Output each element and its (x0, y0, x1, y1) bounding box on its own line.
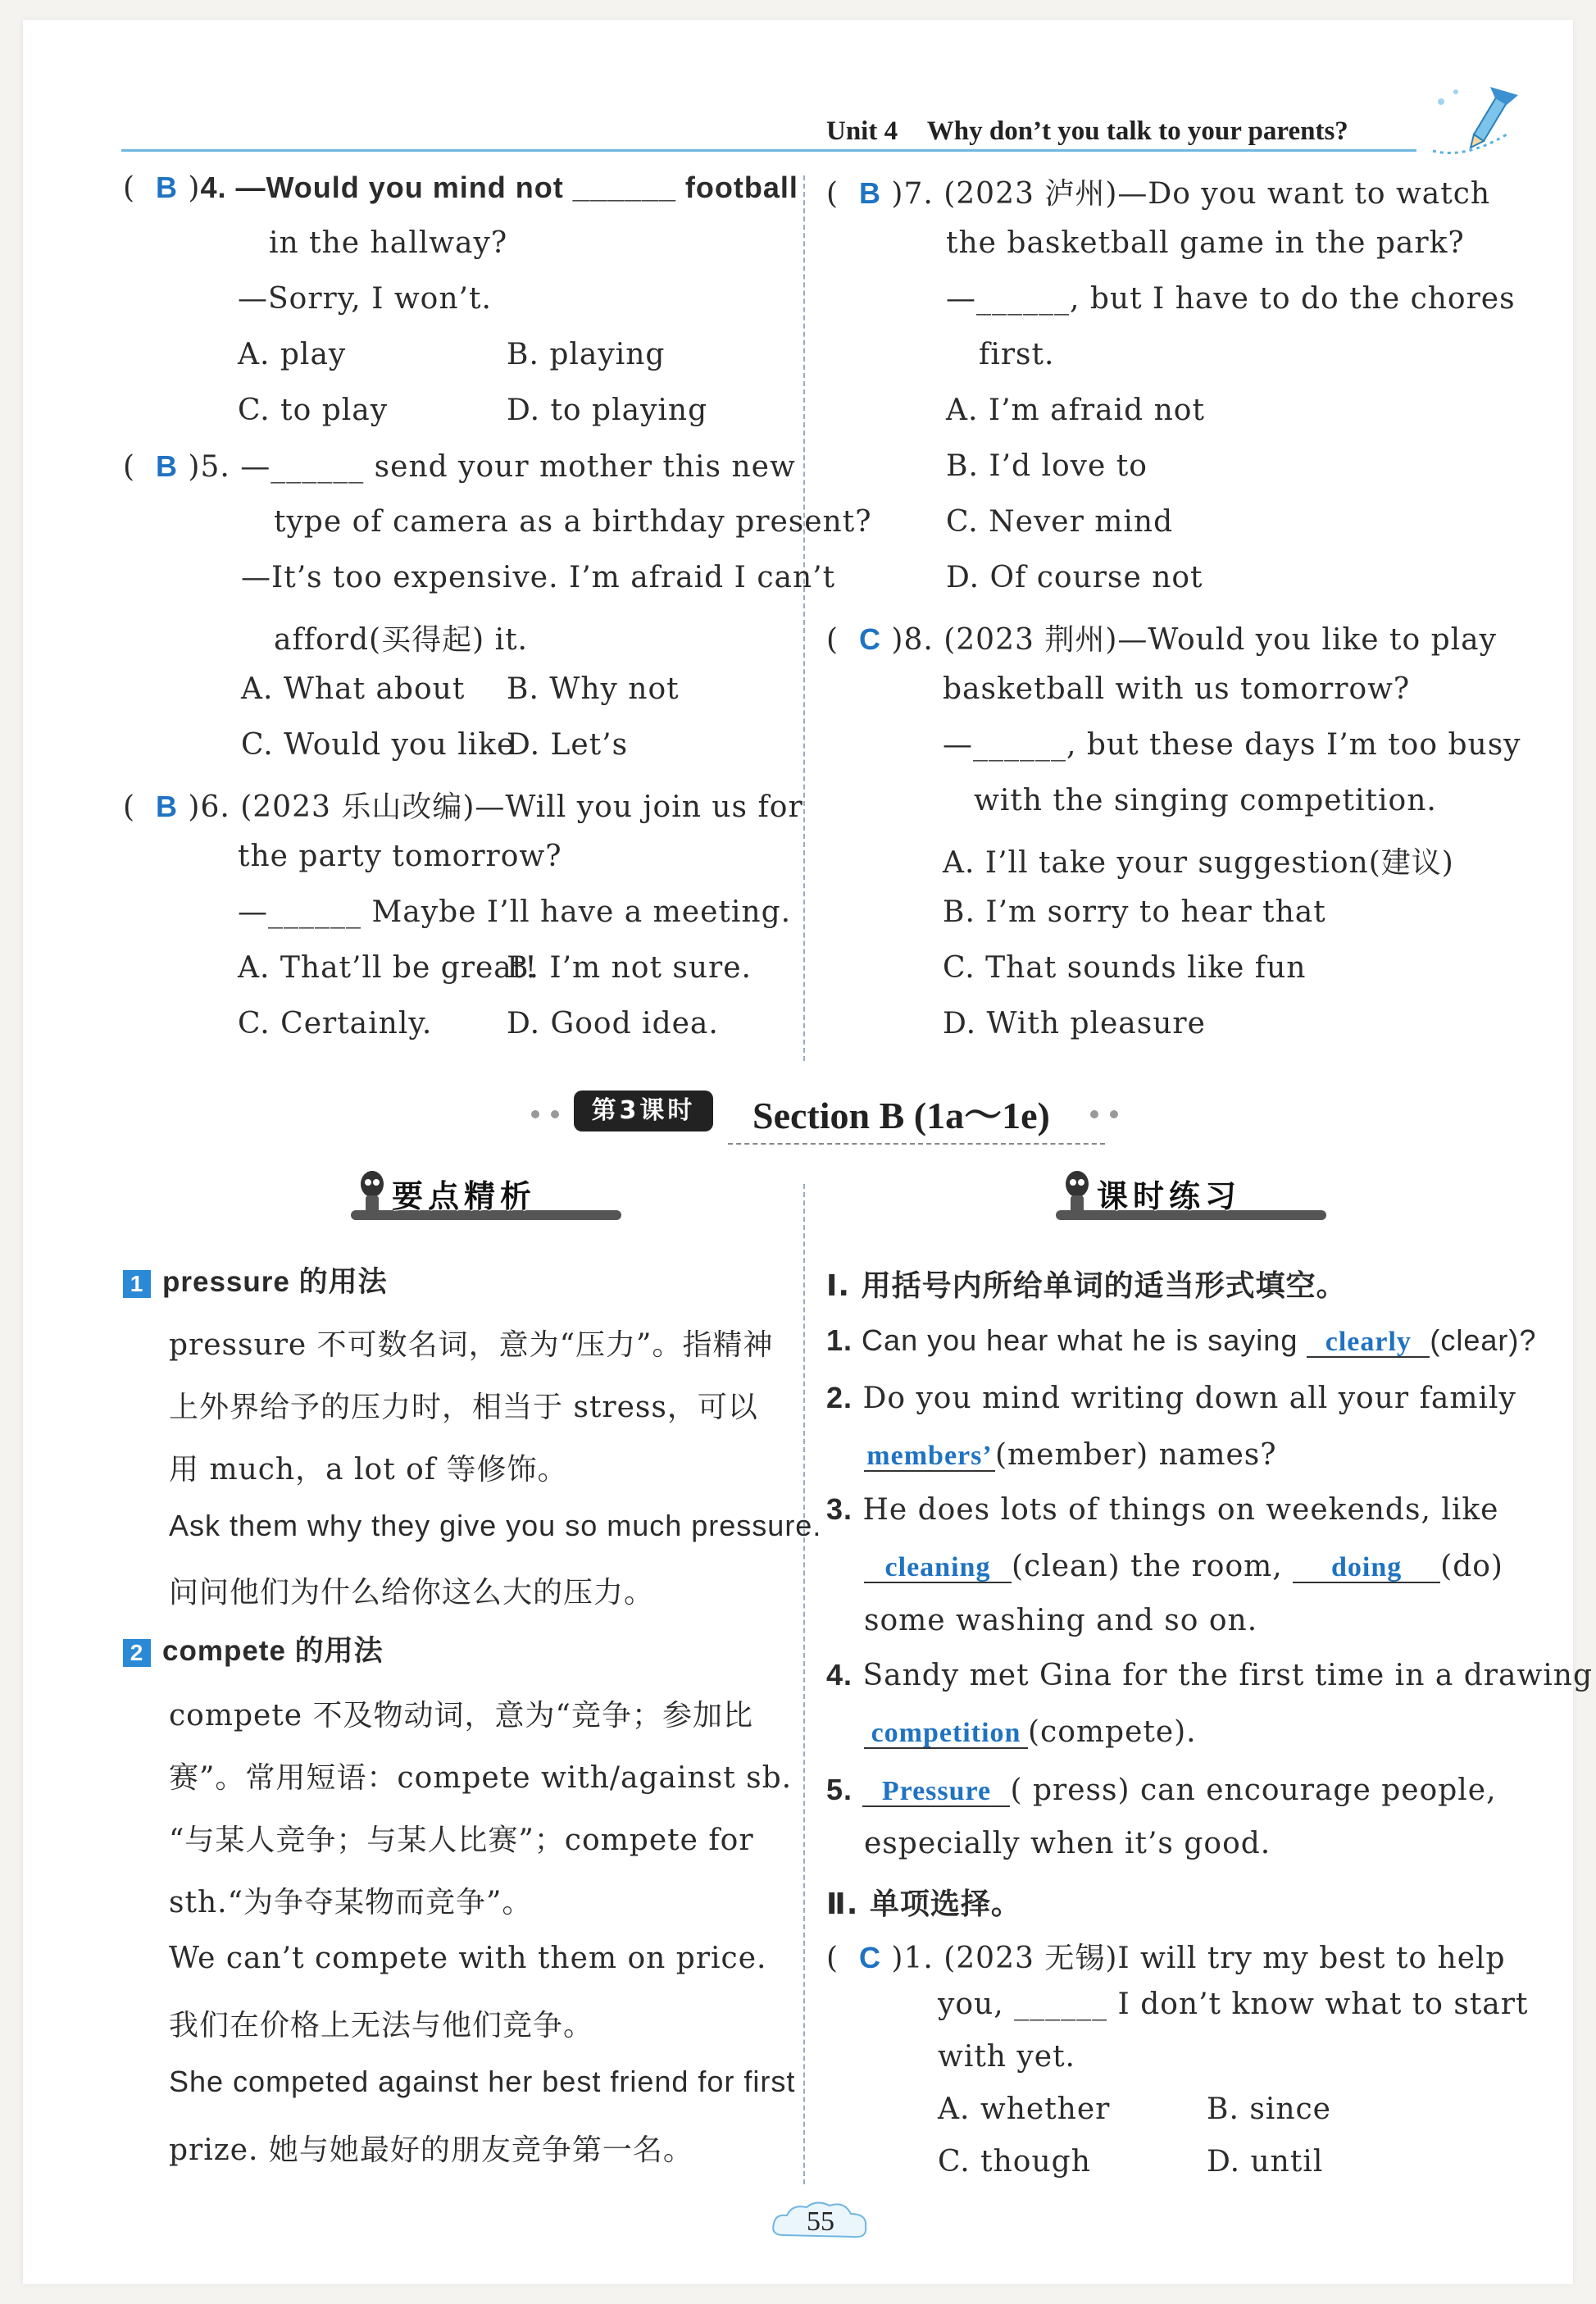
banner-dot (531, 1110, 539, 1118)
question-7-line1: ( B )7. (2023 泸州)—Do you want to watch (826, 176, 1491, 211)
option-a: A. whether (938, 2092, 1111, 2126)
item-number: 3. (826, 1492, 853, 1526)
fill-item-1 (826, 1323, 1536, 1358)
fill-item-5-line2: especially when it’s good. (864, 1827, 1271, 1860)
q7-text: 7. (2023 泸州)—Do you want to watch (903, 177, 1491, 211)
answer-blank: cleaning (864, 1554, 1012, 1583)
fill-item-4-line2 (864, 1715, 1197, 1749)
point-1-line: pressure 不可数名词，意为“压力”。指精神 (169, 1328, 774, 1362)
point-1-heading (123, 1259, 388, 1300)
option-d: D. until (1207, 2145, 1324, 2179)
question-5-line2: type of camera as a birthday present? (274, 505, 872, 539)
section-title: Section B (1a～1e) (753, 1095, 1050, 1136)
mc-question-1-line2: you, ______ I don’t know what to start (938, 1988, 1529, 2021)
option-b: B. I’m not sure. (507, 951, 752, 985)
point-2-line: sth.“为争夺某物而竞争”。 (169, 1886, 533, 1919)
answer-q8: C (858, 622, 881, 656)
point-1-line: 用 much，a lot of 等修饰。 (169, 1453, 568, 1487)
question-4-line3: —Sorry, I won’t. (238, 282, 492, 316)
point-2-translation: 我们在价格上无法与他们竞争。 (169, 2009, 594, 2042)
mc-question-1-line1: ( C )1. (2023 无锡)I will try my best to help (826, 1941, 1506, 1975)
question-5-line1: ( B )5. —______ send your mother this new (123, 449, 796, 484)
point-number-badge: 2 (123, 1639, 151, 1667)
banner-dot (551, 1110, 559, 1118)
item-text: He does lots of things on weekends, like (862, 1493, 1499, 1527)
page (23, 20, 1594, 2284)
column-divider-bottom (803, 1184, 805, 2184)
option-b: B. I’m sorry to hear that (943, 895, 1326, 929)
question-5-line3: —It’s too expensive. I’m afraid I can’t (241, 561, 836, 594)
point-1-translation: 问问他们为什么给你这么大的压力。 (169, 1576, 655, 1610)
answer-blank: members’ (864, 1442, 995, 1472)
lesson-badge: 第3课时 (574, 1091, 713, 1132)
q8-text: 8. (2023 荆州)—Would you like to play (903, 623, 1497, 657)
point-2-title: compete 的用法 (162, 1635, 384, 1667)
page-number-badge (767, 2199, 874, 2245)
fill-item-4 (826, 1658, 1593, 1692)
fill-item-2 (826, 1381, 1516, 1415)
answer-blank: doing (1293, 1554, 1440, 1583)
q5-text: 5. —______ send your mother this new (200, 450, 796, 484)
part-1-heading: Ⅰ. 用括号内所给单词的适当形式填空。 (826, 1269, 1347, 1303)
option-a: A. play (238, 338, 347, 371)
item-text: Can you hear what he is saying (862, 1323, 1298, 1357)
point-2-example: We can’t compete with them on price. (169, 1942, 767, 1975)
fill-item-5 (826, 1773, 1497, 1807)
question-8-line3: —______, but these days I’m too busy (943, 728, 1521, 762)
option-d: D. Of course not (946, 561, 1203, 594)
point-2-line: compete 不及物动词，意为“竞争；参加比 (169, 1699, 753, 1733)
question-7-line3: —______, but I have to do the chores (946, 282, 1516, 316)
point-2-line: “与某人竞争；与某人比赛”；compete for (169, 1824, 754, 1857)
item-text: Sandy met Gina for the first time in a drawing (862, 1659, 1594, 1692)
mc-question-1-line3: with yet. (938, 2040, 1075, 2074)
question-6-line2: the party tomorrow? (238, 840, 562, 873)
answer-q4: B (155, 171, 178, 204)
question-8-line1: ( C )8. (2023 荆州)—Would you like to play (826, 622, 1497, 657)
q4-text: 4. —Would you mind not ______ football (200, 171, 798, 204)
item-text: (clean) the room, (1012, 1550, 1283, 1583)
answer-q7: B (858, 176, 881, 210)
key-points-banner (318, 1168, 646, 1222)
point-2-example: prize. 她与她最好的朋友竞争第一名。 (169, 2133, 693, 2167)
question-4-line2: in the hallway? (269, 226, 508, 260)
banner-dot (1090, 1110, 1098, 1118)
question-4-line1: ( B )4. —Would you mind not ______ football (123, 171, 798, 205)
fill-item-3-line3: some washing and so on. (864, 1604, 1258, 1637)
option-c: C. though (938, 2145, 1091, 2179)
answer-blank: Pressure (862, 1778, 1010, 1807)
item-text: ( press) can encourage people, (1010, 1774, 1497, 1807)
point-number-badge: 1 (123, 1270, 151, 1298)
option-b: B. Why not (507, 672, 680, 706)
mc-text: 1. (2023 无锡)I will try my best to help (903, 1942, 1506, 1975)
option-a: A. What about (241, 672, 466, 706)
item-text: (member) names? (995, 1438, 1277, 1472)
option-d: D. With pleasure (943, 1007, 1206, 1040)
answer-q6: B (155, 790, 178, 823)
point-2-line: 赛”。常用短语：compete with/against sb. (169, 1761, 793, 1795)
answer-q5: B (155, 449, 178, 483)
item-number: 2. (826, 1381, 853, 1414)
q6-text: 6. (2023 乐山改编)—Will you join us for (200, 790, 803, 824)
point-1-title: pressure 的用法 (162, 1266, 388, 1298)
point-1-example: Ask them why they give you so much pressure. (169, 1509, 822, 1542)
option-c: C. Certainly. (238, 1007, 433, 1040)
option-a: A. I’m afraid not (946, 394, 1205, 427)
section-underline (728, 1143, 1105, 1145)
exercise-banner (1023, 1168, 1351, 1222)
item-number: 4. (826, 1658, 853, 1692)
banner-dot (1110, 1110, 1118, 1118)
option-d: D. Let’s (507, 728, 629, 762)
question-5-line4: afford(买得起) it. (274, 623, 528, 657)
fill-item-3-line2 (864, 1550, 1503, 1583)
answer-blank: clearly (1307, 1328, 1430, 1358)
question-8-line2: basketball with us tomorrow? (943, 672, 1411, 706)
option-a: A. That’ll be great! (238, 951, 538, 985)
question-6-line3: —______ Maybe I’ll have a meeting. (238, 895, 792, 929)
option-b: B. I’d love to (946, 449, 1148, 483)
part-2-heading: Ⅱ. 单项选择。 (826, 1887, 1021, 1921)
option-b: B. playing (507, 338, 666, 371)
unit-title: Why don’t you talk to your parents? (926, 116, 1348, 146)
column-divider-top (803, 175, 805, 1061)
option-c: C. Never mind (946, 505, 1174, 539)
item-text: (clear)? (1430, 1323, 1537, 1357)
point-2-heading (123, 1628, 384, 1669)
unit-label: Unit 4 (826, 116, 898, 146)
option-c: C. Would you like (241, 728, 516, 762)
page-number: 55 (807, 2206, 834, 2237)
fill-item-2-line2 (864, 1438, 1277, 1472)
pencil-icon (1416, 77, 1523, 167)
item-text: (compete). (1028, 1715, 1197, 1749)
item-text: (do) (1440, 1550, 1503, 1583)
item-number: 5. (826, 1773, 853, 1806)
option-c: C. to play (238, 394, 389, 427)
option-d: D. to playing (507, 394, 708, 427)
option-a: A. I’ll take your suggestion(建议) (943, 846, 1454, 880)
point-2-example: She competed against her best friend for first (169, 2065, 796, 2098)
fill-item-3 (826, 1492, 1498, 1527)
item-number: 1. (826, 1323, 853, 1357)
question-7-line4: first. (979, 338, 1055, 371)
exercise-title: 课时练习 (1097, 1178, 1242, 1214)
point-1-line: 上外界给予的压力时，相当于 stress，可以 (169, 1391, 758, 1424)
question-7-line2: the basketball game in the park? (946, 226, 1465, 260)
key-points-title: 要点精析 (392, 1178, 537, 1214)
question-6-line1: ( B )6. (2023 乐山改编)—Will you join us for (123, 790, 803, 824)
question-8-line4: with the singing competition. (974, 784, 1437, 817)
item-text: Do you mind writing down all your family (862, 1382, 1516, 1415)
answer-blank: competition (864, 1719, 1028, 1749)
answer-mc1: C (858, 1941, 881, 1974)
option-b: B. since (1207, 2092, 1331, 2126)
option-c: C. That sounds like fun (943, 951, 1307, 985)
running-header (826, 116, 1348, 147)
option-d: D. Good idea. (507, 1007, 719, 1040)
header-rule (121, 149, 1416, 152)
